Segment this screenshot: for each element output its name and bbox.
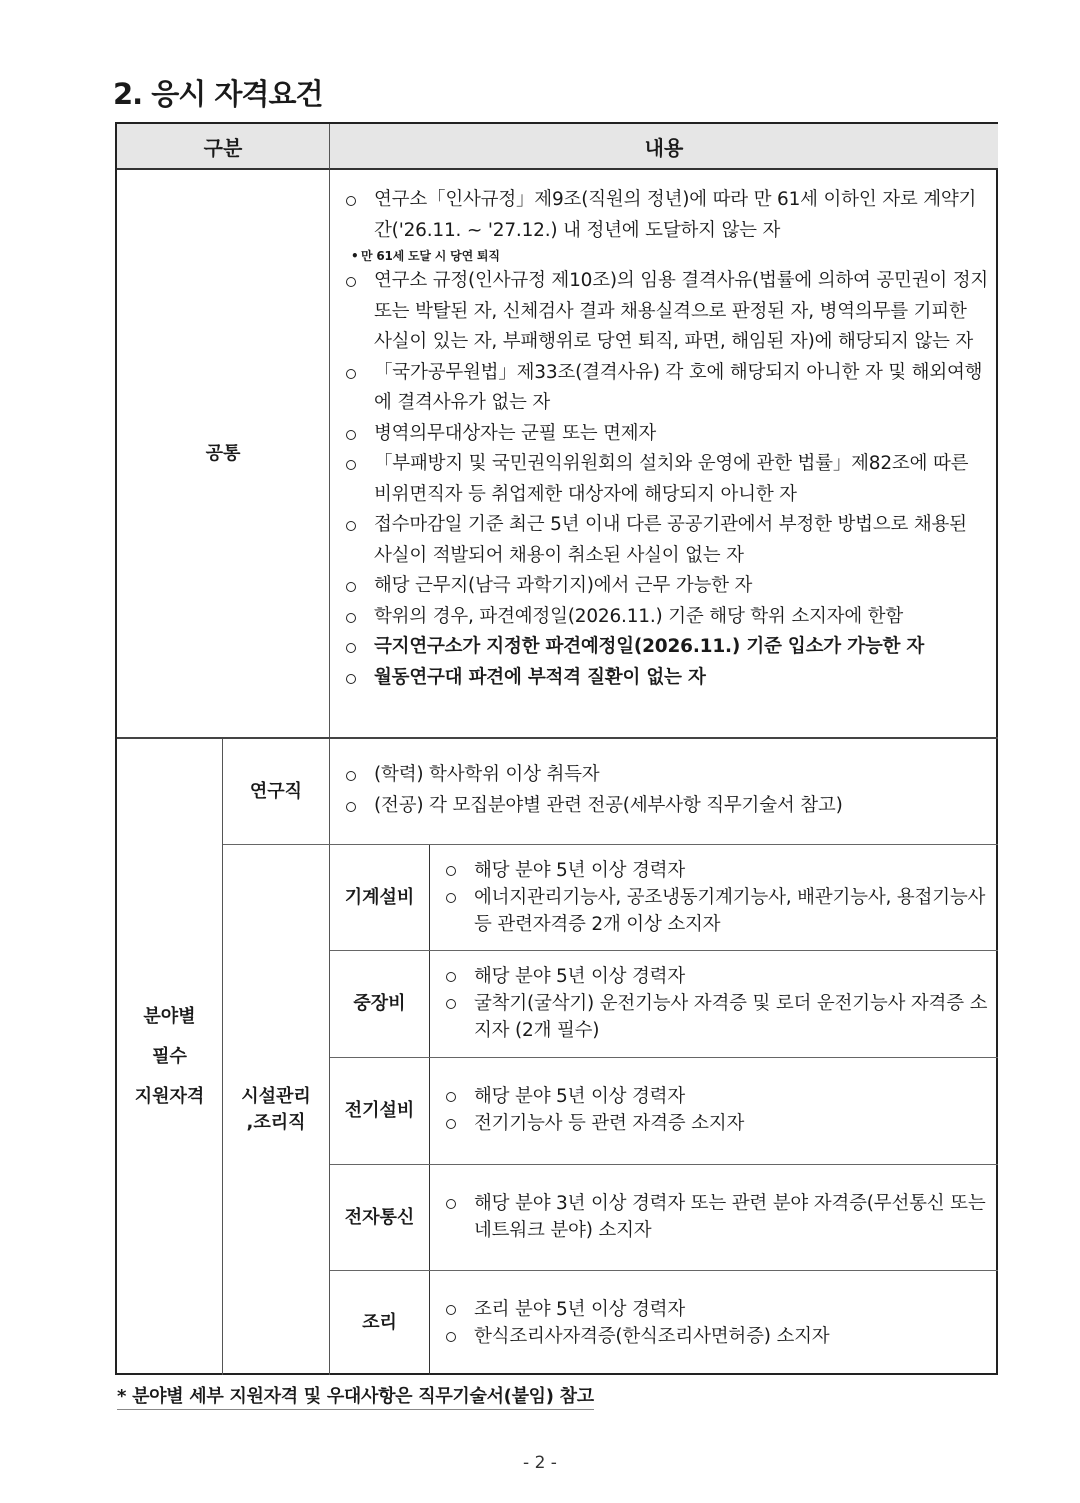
field-specific-label	[117, 739, 223, 1375]
mechanical-item-2: 에너지관리기능사, 공조냉동기계기능사, 배관기능사, 용접기능사 등 관련자격증 2개 이상 소지자	[443, 884, 991, 938]
common-item-1: 연구소「인사규정」제9조(직원의 정년)에 따라 만 61세 이하인 자로 계약기간('26.11. ~ '27.12.) 내 정년에 도달하지 않는 자	[343, 185, 989, 246]
sub-label-electrical: 전기설비	[330, 1058, 430, 1164]
electrical-item-2: 전기기능사 등 관련 자격증 소지자	[443, 1110, 991, 1137]
sub-content-cooking	[443, 1296, 991, 1350]
cooking-item-2: 한식조리사자격증(한식조리사면허증) 소지자	[443, 1323, 991, 1350]
facility-label	[223, 845, 330, 1375]
sub-label-cooking: 조리	[330, 1271, 430, 1375]
field-label-line-3: 지원자격	[134, 1086, 205, 1107]
telecom-item-1: 해당 분야 3년 이상 경력자 또는 관련 분야 자격증(무선통신 또는 네트워크 분야) 소지자	[443, 1190, 991, 1244]
common-item-6: 접수마감일 기준 최근 5년 이내 다른 공공기관에서 부정한 방법으로 채용된 사실이 적발되어 채용이 취소된 사실이 없는 자	[343, 510, 989, 571]
eligibility-table	[115, 122, 998, 1375]
research-item-1: (학력) 학사학위 이상 취득자	[343, 760, 989, 791]
research-content	[343, 760, 989, 821]
heavy-item-1: 해당 분야 5년 이상 경력자	[443, 963, 991, 990]
common-content	[343, 185, 989, 693]
sub-content-electrical	[443, 1083, 991, 1137]
sub-label-heavy-equipment: 중장비	[330, 951, 430, 1057]
facility-label-line-2: ,조리직	[246, 1112, 306, 1133]
footnote: * 분야별 세부 지원자격 및 우대사항은 직무기술서(붙임) 참고	[117, 1382, 594, 1410]
mechanical-item-1: 해당 분야 5년 이상 경력자	[443, 857, 991, 884]
cooking-item-1: 조리 분야 5년 이상 경력자	[443, 1296, 991, 1323]
electrical-item-1: 해당 분야 5년 이상 경력자	[443, 1083, 991, 1110]
common-item-5: 「부패방지 및 국민권익위원회의 설치와 운영에 관한 법률」제82조에 따른 비위면직자 등 취업제한 대상자에 해당되지 아니한 자	[343, 449, 989, 510]
page-number: - 2 -	[523, 1453, 557, 1473]
sub-content-heavy-equipment	[443, 963, 991, 1044]
header-content: 내용	[330, 124, 998, 170]
section-title: 2. 응시 자격요건	[113, 77, 323, 111]
divider	[330, 1270, 998, 1271]
heavy-item-2: 굴착기(굴삭기) 운전기능사 자격증 및 로더 운전기능사 자격증 소지자 (2개 필수)	[443, 990, 991, 1044]
divider	[330, 950, 998, 951]
research-label: 연구직	[223, 739, 330, 844]
sub-label-telecom: 전자통신	[330, 1165, 430, 1270]
common-item-8: 학위의 경우, 파견예정일(2026.11.) 기준 해당 학위 소지자에 한함	[343, 602, 989, 633]
header-category: 구분	[117, 124, 330, 170]
sub-label-mechanical: 기계설비	[330, 845, 430, 950]
common-item-2: 연구소 규정(인사규정 제10조)의 임용 결격사유(법률에 의하여 공민권이 정지 또는 박탈된 자, 신체검사 결과 채용실격으로 판정된 자, 병역의무를 기피한 사실이 있는 자, 부패행위로 당연 퇴직, 파면, 해임된 자)에 해당되지 않는 자	[343, 266, 989, 358]
divider	[330, 1057, 998, 1058]
sub-content-mechanical	[443, 857, 991, 938]
common-item-4: 병역의무대상자는 군필 또는 면제자	[343, 419, 989, 450]
facility-label-line-1: 시설관리	[241, 1086, 311, 1107]
common-item-7: 해당 근무지(남극 과학기지)에서 근무 가능한 자	[343, 571, 989, 602]
common-item-1-note: • 만 61세 도달 시 당연 퇴직	[343, 246, 989, 266]
common-label: 공통	[117, 170, 330, 737]
field-label-line-1: 분야별	[143, 1006, 196, 1027]
sub-content-telecom	[443, 1190, 991, 1244]
common-item-3: 「국가공무원법」제33조(결격사유) 각 호에 해당되지 아니한 자 및 해외여행에 결격사유가 없는 자	[343, 358, 989, 419]
research-item-2: (전공) 각 모집분야별 관련 전공(세부사항 직무기술서 참고)	[343, 791, 989, 822]
field-label-line-2: 필수	[152, 1046, 187, 1067]
common-item-10: 월동연구대 파견에 부적격 질환이 없는 자	[343, 663, 989, 694]
common-item-9: 극지연구소가 지정한 파견예정일(2026.11.) 기준 입소가 가능한 자	[343, 632, 989, 663]
divider	[330, 1164, 998, 1165]
